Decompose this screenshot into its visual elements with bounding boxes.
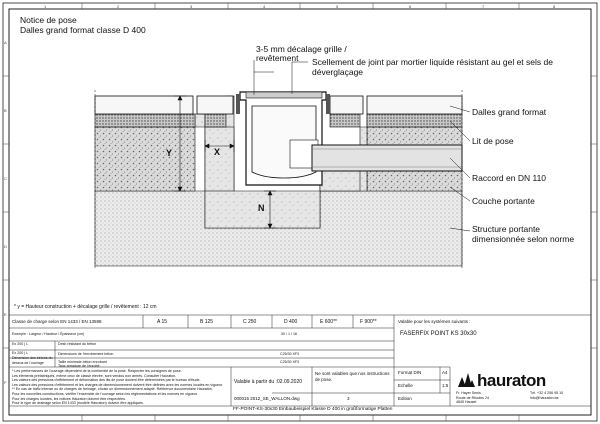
callout-gap: 3-5 mm décalage grille / revêtement <box>256 44 347 63</box>
company-address-line: Route de Rhodes 24 <box>456 395 489 400</box>
dimension-n-label: N <box>258 203 265 213</box>
validity-label: Valable à partir du : <box>234 379 277 385</box>
company-address-line: Fr. Hayer Senis <box>456 391 481 395</box>
border-number: 3 <box>190 4 193 9</box>
drawing-caption: FF-POINT-KS-30x30 Einbaubeispiel Klasse D 400 in großformatige Platten <box>233 407 393 412</box>
callout-bed: Lit de pose <box>472 136 514 146</box>
table-row-left: Ex 200 | L <box>12 342 29 346</box>
border-number: 1 <box>44 4 47 9</box>
border-number: 5 <box>336 4 339 9</box>
footnote: * y = Hauteur construction + décalage grille / revêtement : 12 cm <box>14 304 157 310</box>
callout-base: Couche portante <box>472 196 535 206</box>
title-line-2: Dalles grand format classe D 400 <box>20 25 146 35</box>
load-class-e600: E 600** <box>320 319 337 325</box>
callout-sealing: Scellement de joint par mortier liquide résistant au gel et sels de déverglaçage <box>312 57 553 77</box>
load-class-a15: A 15 <box>157 319 168 325</box>
load-class-d400: D 400 <box>284 319 298 325</box>
table-row-left: Dimension des bétons du dessus de l'ouvrage <box>12 356 53 365</box>
table-row-value: C25/30 XF3 <box>280 360 300 364</box>
dimension-x-label: X <box>214 147 221 157</box>
table-row-value: 30 / 1 / 16 <box>281 332 297 336</box>
hauraton-logo-icon <box>456 371 476 389</box>
scale-value: 1:5 <box>442 383 449 388</box>
callout-connection: Raccord en DN 110 <box>472 173 547 183</box>
load-class-b125: B 125 <box>200 319 214 325</box>
load-class-c250: C 250 <box>243 319 257 325</box>
company-email: info@hauraton.be <box>530 395 559 400</box>
border-number: 6 <box>409 4 412 9</box>
edition-label: Edition <box>398 396 412 401</box>
table-row-label: Desh résistant du béton <box>58 342 96 346</box>
title-line-1: Notice de pose <box>20 15 77 25</box>
load-class-f900: F 900** <box>360 319 377 325</box>
slab-left <box>95 96 193 114</box>
format-label: Format DIN <box>398 370 422 375</box>
sealing-right <box>326 94 330 114</box>
document-number: 000015 2012_SE_WALLON.dwg <box>234 396 300 401</box>
validity-date: 02.09.2020 <box>277 379 303 385</box>
notes-block: * Les performances de l'ouvrage dépendent de la conformité de la pose. Respecter les consignes de pose. Les éléments préfabriqués, même ceux de classe élevée, sont vendus non armés. Consulter Hauraton. Les valeurs des pressions d'effritement et déformation des lits de pose doivent être déterminées par le bureau d'étude. Les valeurs des pressions d'effritement et les charges de dimensionnement doivent être définies avec les normes locales en vigueur. ** En cas de trafic intense ou de charges de freinage, choisir un dimensionnement adapté. Référence documentaire Hauraton. Pour les nouvelles constructions, vérifier l'ensemble de l'ouvrage selon les réglementations et les normes en vigueur. Pour les charges lourdes, les notices Hauraton doivent être respectées. Pour le type de drainage selon EN 1433 (modèle Hauraton) doivent être appliqués. <box>12 369 223 406</box>
slab-inner-right <box>330 96 363 114</box>
slab-inner-left <box>197 96 233 114</box>
border-letter: D <box>4 244 7 249</box>
callout-slabs: Dalles grand format <box>472 107 547 117</box>
slab-right <box>367 96 462 114</box>
installation-cross-section <box>95 60 470 270</box>
drain-grate <box>246 92 322 98</box>
border-letter: E <box>4 312 7 317</box>
company-name: hauraton <box>477 371 546 390</box>
company-address-line: 4845 Hauset <box>456 400 477 404</box>
border-number: 2 <box>117 4 120 9</box>
validity-notice: Ne sont valables que nos instructions de pose. <box>315 371 390 382</box>
border-letter: C <box>4 176 7 181</box>
company-phone: Tél. +32 4 256 95 10 <box>530 391 564 395</box>
table-row-label: Taille minimale béton enrobant <box>58 360 107 364</box>
table-row-left: Ex 200 | L <box>12 351 29 355</box>
scale-label: Echelle <box>398 383 413 388</box>
table-row-label: Taux armature de l'enrobé <box>58 364 100 368</box>
systems-label: Valable pour les systèmes suivants : <box>398 319 471 324</box>
dimension-y-label: Y <box>166 148 173 158</box>
border-letter: A <box>4 40 7 45</box>
border-letter: B <box>4 108 7 113</box>
table-row-value: C25/30 XF3 <box>280 352 300 356</box>
format-value: A4 <box>442 370 448 375</box>
table-row-label: Dimensions de l'enrobement béton <box>58 352 114 356</box>
table-row-label: Exemple : Largeur / Hauteur / Épaisseur (cm) <box>12 332 85 336</box>
border-number: 8 <box>553 4 556 9</box>
border-number: 4 <box>263 4 266 9</box>
bedding-right <box>367 114 462 127</box>
callout-structure: Structure portante dimensionnée selon norme <box>472 224 575 244</box>
border-letter: F <box>4 380 7 385</box>
load-class-label: Classe de charge selon EN 1433 / EN 13598 <box>12 319 102 324</box>
border-number: 7 <box>482 4 485 9</box>
document-index: 3 <box>347 396 350 401</box>
sealing-left <box>236 94 240 114</box>
system-name: FASERFIX POINT KS 30x30 <box>400 331 477 337</box>
